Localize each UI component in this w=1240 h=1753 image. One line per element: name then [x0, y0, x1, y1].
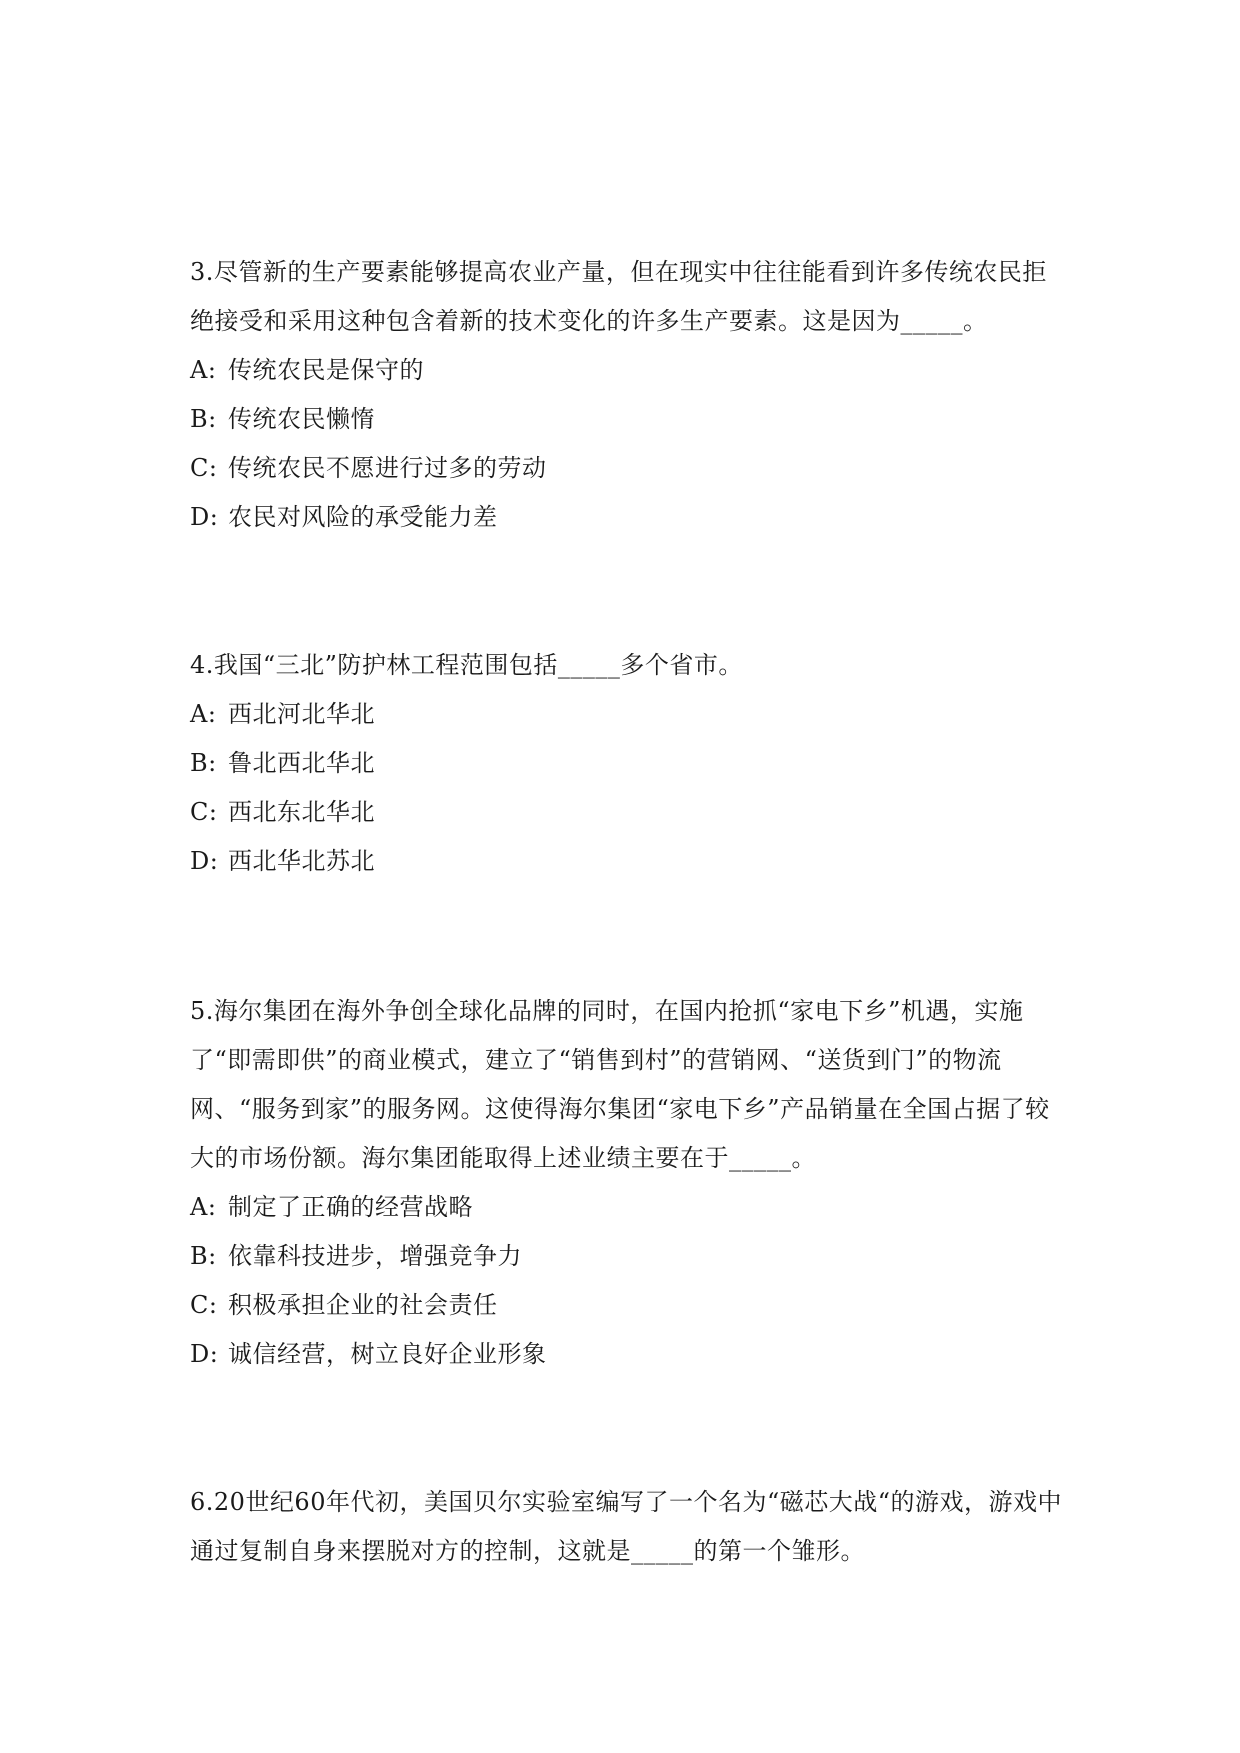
option-label: B:	[190, 405, 217, 433]
option-label: C:	[190, 454, 218, 482]
option-label: D:	[190, 847, 219, 875]
option-text: 依靠科技进步，增强竞争力	[228, 1242, 522, 1270]
option-label: A:	[190, 1193, 217, 1221]
question-6	[190, 1478, 1070, 1576]
option-text: 诚信经营，树立良好企业形象	[228, 1340, 547, 1368]
option-text: 制定了正确的经营战略	[228, 1193, 473, 1221]
option-c	[190, 444, 1070, 493]
option-label: D:	[190, 1340, 219, 1368]
option-a	[190, 690, 1070, 739]
option-text: 西北东北华北	[228, 798, 375, 826]
option-a	[190, 1183, 1070, 1232]
option-text: 传统农民不愿进行过多的劳动	[228, 454, 547, 482]
question-5	[190, 987, 1070, 1379]
option-label: B:	[190, 1242, 217, 1270]
question-4	[190, 641, 1070, 886]
option-label: B:	[190, 749, 217, 777]
option-text: 传统农民懒惰	[228, 405, 375, 433]
option-b	[190, 395, 1070, 444]
option-d	[190, 1330, 1070, 1379]
option-text: 鲁北西北华北	[228, 749, 375, 777]
question-stem: 3.尽管新的生产要素能够提高农业产量，但在现实中往往能看到许多传统农民拒绝接受和采用这种包含着新的技术变化的许多生产要素。这是因为_____。	[190, 258, 1047, 335]
question-stem: 4.我国“三北”防护林工程范围包括_____多个省市。	[190, 651, 743, 679]
option-c	[190, 788, 1070, 837]
option-b	[190, 1232, 1070, 1281]
option-d	[190, 837, 1070, 886]
option-label: D:	[190, 503, 219, 531]
option-text: 西北河北华北	[228, 700, 375, 728]
option-b	[190, 739, 1070, 788]
option-label: C:	[190, 798, 218, 826]
option-d	[190, 493, 1070, 542]
option-text: 积极承担企业的社会责任	[228, 1291, 498, 1319]
option-text: 西北华北苏北	[228, 847, 375, 875]
option-c	[190, 1281, 1070, 1330]
question-stem: 6.20世纪60年代初，美国贝尔实验室编写了一个名为“磁芯大战“的游戏，游戏中通过复制自身来摆脱对方的控制，这就是_____的第一个雏形。	[190, 1488, 1063, 1565]
option-label: C:	[190, 1291, 218, 1319]
option-text: 传统农民是保守的	[228, 356, 424, 384]
option-text: 农民对风险的承受能力差	[228, 503, 498, 531]
option-label: A:	[190, 356, 217, 384]
question-3	[190, 248, 1070, 542]
option-a	[190, 346, 1070, 395]
option-label: A:	[190, 700, 217, 728]
question-stem: 5.海尔集团在海外争创全球化品牌的同时，在国内抢抓“家电下乡”机遇，实施了“即需即供”的商业模式，建立了“销售到村”的营销网、“送货到门”的物流网、“服务到家”的服务网。这使得海尔集团“家电下乡”产品销量在全国占据了较大的市场份额。海尔集团能取得上述业绩主要在于_____。	[190, 997, 1050, 1172]
